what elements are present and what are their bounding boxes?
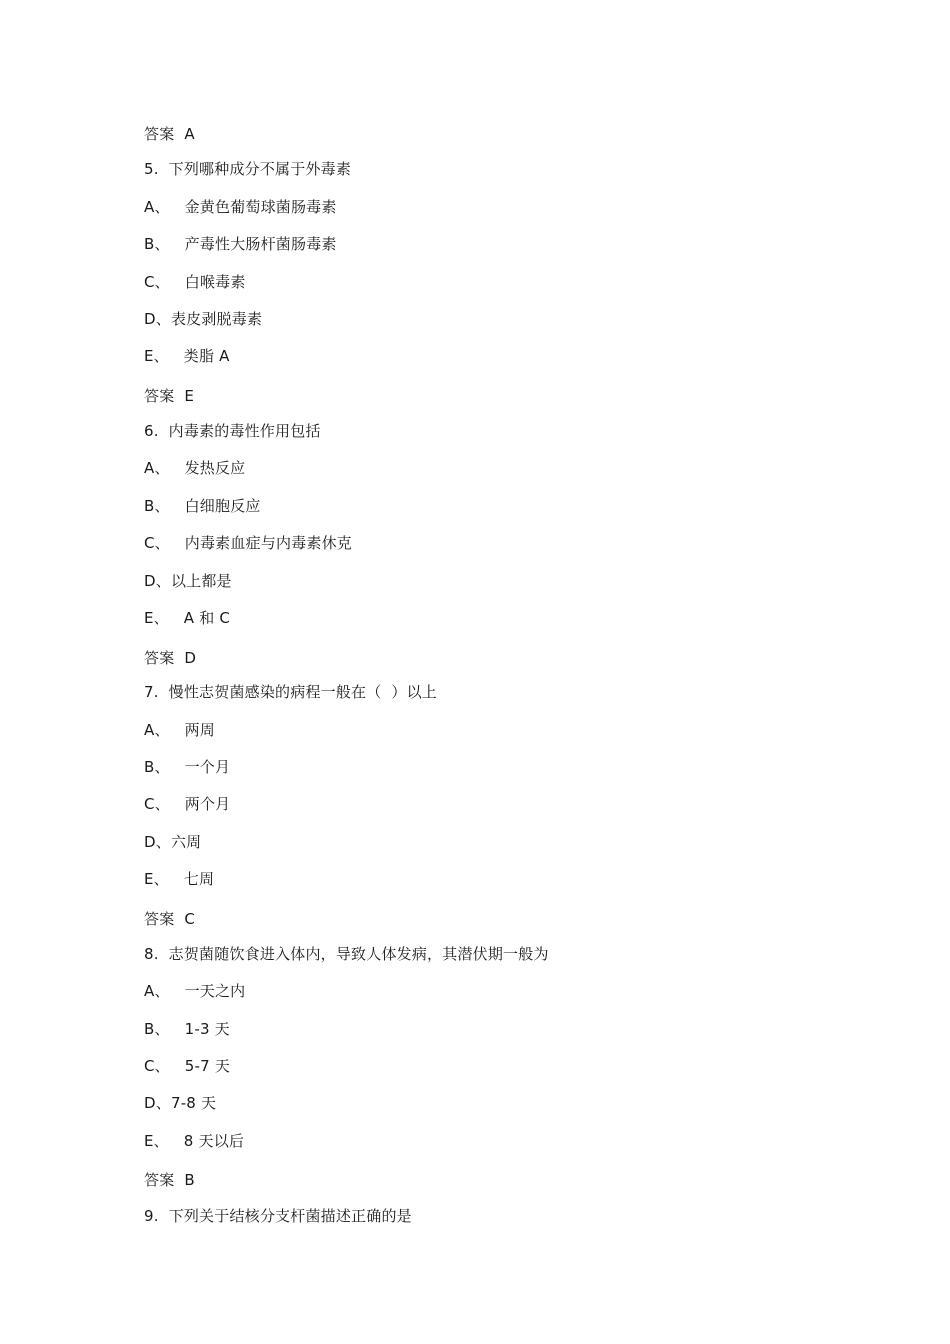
option-line: E、 类脂 A bbox=[144, 347, 230, 365]
question-text: 7. 慢性志贺菌感染的病程一般在（ ）以上 bbox=[144, 683, 437, 701]
answer-line: 答案 C bbox=[144, 910, 196, 928]
question-text: 8. 志贺菌随饮食进入体内，导致人体发病，其潜伏期一般为 bbox=[144, 945, 549, 963]
option-line: C、 白喉毒素 bbox=[144, 273, 246, 291]
question-text: 6. 内毒素的毒性作用包括 bbox=[144, 422, 321, 440]
answer-line: 答案 A bbox=[144, 125, 195, 143]
option-line: C、 内毒素血症与内毒素休克 bbox=[144, 534, 352, 552]
answer-line: 答案 B bbox=[144, 1171, 195, 1189]
option-line: A、 一天之内 bbox=[144, 982, 246, 1000]
option-line: A、 金黄色葡萄球菌肠毒素 bbox=[144, 198, 337, 216]
option-line: C、 两个月 bbox=[144, 795, 231, 813]
question-text: 5. 下列哪种成分不属于外毒素 bbox=[144, 160, 352, 178]
option-line: D、六周 bbox=[144, 833, 202, 851]
option-line: A、 发热反应 bbox=[144, 459, 246, 477]
option-line: D、以上都是 bbox=[144, 572, 232, 590]
option-line: B、 产毒性大肠杆菌肠毒素 bbox=[144, 235, 337, 253]
option-line: C、 5-7 天 bbox=[144, 1057, 231, 1075]
option-line: B、 白细胞反应 bbox=[144, 497, 261, 515]
option-line: A、 两周 bbox=[144, 721, 215, 739]
answer-line: 答案 E bbox=[144, 387, 195, 405]
option-line: B、 一个月 bbox=[144, 758, 231, 776]
option-line: D、表皮剥脱毒素 bbox=[144, 310, 263, 328]
option-line: D、7-8 天 bbox=[144, 1094, 217, 1112]
option-line: E、 七周 bbox=[144, 870, 215, 888]
option-line: E、 A 和 C bbox=[144, 609, 231, 627]
option-line: B、 1-3 天 bbox=[144, 1020, 230, 1038]
question-text: 9. 下列关于结核分支杆菌描述正确的是 bbox=[144, 1207, 412, 1225]
answer-line: 答案 D bbox=[144, 649, 197, 667]
option-line: E、 8 天以后 bbox=[144, 1132, 245, 1150]
